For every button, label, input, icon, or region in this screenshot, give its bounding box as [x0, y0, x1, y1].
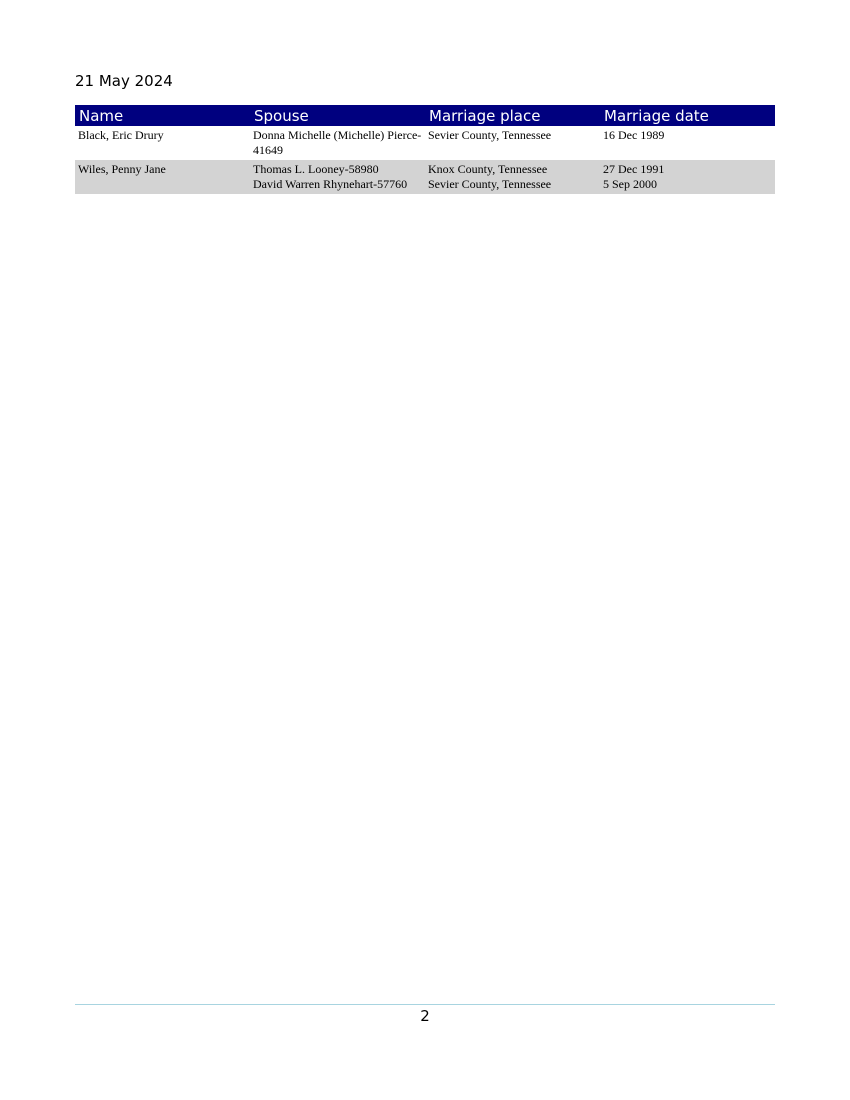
marriage-date-cell — [600, 160, 775, 194]
column-header-spouse: Spouse — [250, 105, 425, 126]
marriage-date: 16 Dec 1989 — [603, 128, 665, 142]
marriage-place-cell — [425, 160, 600, 194]
spouse-cell — [250, 126, 425, 160]
person-name: Wiles, Penny Jane — [75, 160, 250, 194]
page-number: 2 — [420, 1007, 430, 1025]
table-header-row — [75, 105, 775, 126]
table-row — [75, 126, 775, 160]
marriage-date: 27 Dec 1991 — [603, 162, 665, 176]
spouse-name: David Warren Rhynehart-57760 — [253, 177, 408, 191]
spouse-cell — [250, 160, 425, 194]
marriage-place-cell — [425, 126, 600, 160]
marriage-date-cell — [600, 126, 775, 160]
spouse-name: Thomas L. Looney-58980 — [253, 162, 379, 176]
marriages-table — [75, 105, 775, 194]
spouse-name: Donna Michelle (Michelle) Pierce-41649 — [253, 128, 422, 157]
marriage-place: Knox County, Tennessee — [428, 162, 548, 176]
marriage-place: Sevier County, Tennessee — [428, 128, 552, 142]
marriage-date: 5 Sep 2000 — [603, 177, 657, 191]
table-row — [75, 160, 775, 194]
person-name: Black, Eric Drury — [78, 128, 164, 142]
report-date: 21 May 2024 — [75, 72, 173, 90]
column-header-marriage-date: Marriage date — [600, 105, 775, 126]
column-header-name: Name — [75, 105, 250, 126]
footer-divider — [75, 1004, 775, 1005]
marriage-place: Sevier County, Tennessee — [428, 177, 552, 191]
column-header-marriage-place: Marriage place — [425, 105, 600, 126]
